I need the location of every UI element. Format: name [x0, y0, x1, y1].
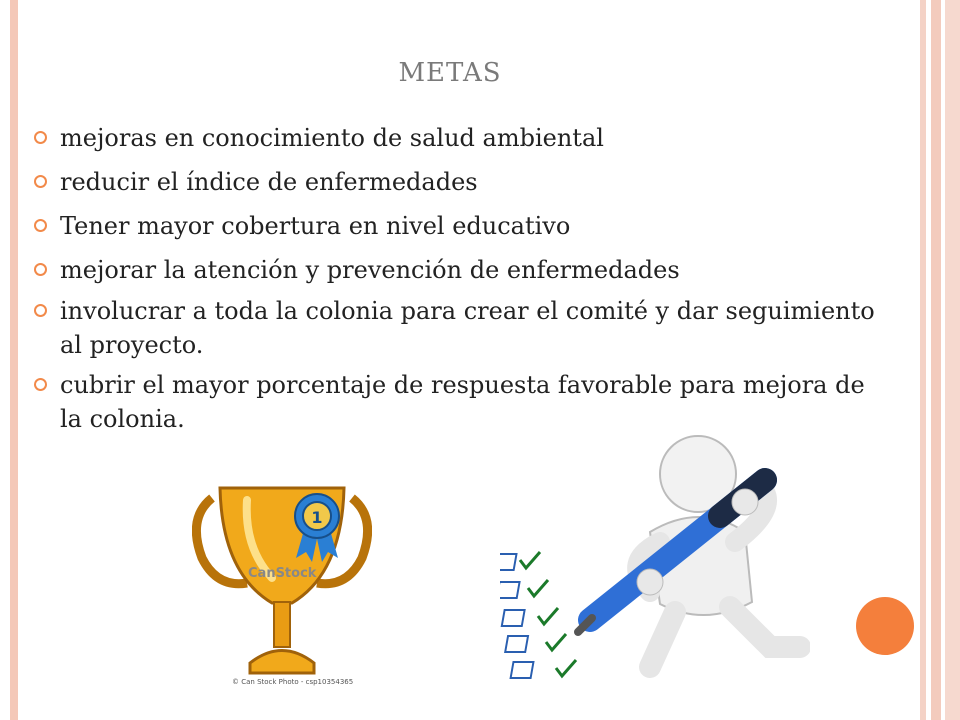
- bullet-ring-icon: [34, 378, 47, 391]
- left-frame-line: [10, 0, 18, 720]
- bullet-ring-icon: [34, 131, 47, 144]
- trophy-image: [192, 478, 372, 690]
- list-item: involucrar a toda la colonia para crear el comité y dar seguimiento al proyecto.: [34, 294, 894, 362]
- bullet-ring-icon: [34, 175, 47, 188]
- checklist-figure-image: [500, 432, 810, 690]
- list-item: cubrir el mayor porcentaje de respuesta favorable para mejora de la colonia.: [34, 368, 894, 436]
- checklist-icon: [500, 554, 533, 678]
- list-item: mejorar la atención y prevención de enfermedades: [34, 250, 894, 290]
- goals-list: [34, 118, 894, 442]
- list-item: Tener mayor cobertura en nivel educativo: [34, 206, 894, 246]
- bullet-ring-icon: [34, 304, 47, 317]
- stock-watermark: CanStock: [248, 566, 317, 581]
- slide-title: METAS: [398, 58, 502, 88]
- bullet-ring-icon: [34, 219, 47, 232]
- list-item: reducir el índice de enfermedades: [34, 162, 894, 202]
- list-item: mejoras en conocimiento de salud ambiental: [34, 118, 894, 158]
- decorative-orange-circle: [856, 597, 914, 655]
- stock-credit: © Can Stock Photo - csp10354365: [232, 678, 354, 686]
- right-decorative-band: [920, 0, 960, 720]
- svg-text:1: 1: [311, 508, 323, 527]
- bullet-ring-icon: [34, 263, 47, 276]
